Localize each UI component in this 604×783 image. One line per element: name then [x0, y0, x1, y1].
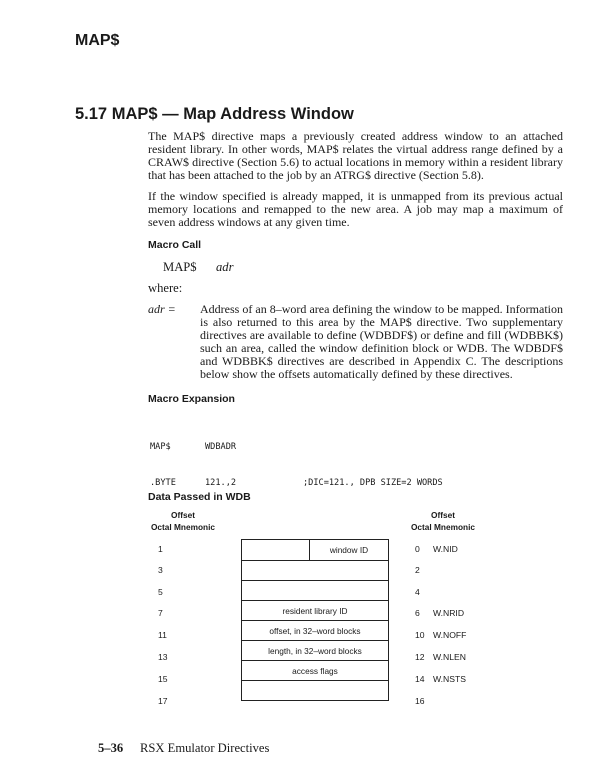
wdb-diagram — [241, 539, 389, 701]
left-offset: 15 — [158, 674, 168, 684]
wdb-heading: Data Passed in WDB — [148, 491, 251, 503]
mnemonic: W.NSTS — [433, 674, 466, 684]
mnemonic: W.NLEN — [433, 652, 466, 662]
right-header-line1: Offset — [431, 510, 455, 520]
code-arg-2: 121.,2 — [205, 478, 237, 488]
right-offset: 6 — [415, 608, 420, 618]
right-offset: 2 — [415, 565, 420, 575]
macro-call-name: MAP$ — [163, 260, 197, 274]
macro-call-heading: Macro Call — [148, 239, 202, 251]
wdb-row: offset, in 32–word blocks — [241, 621, 389, 641]
left-offset-header — [148, 509, 218, 533]
right-offset: 16 — [415, 696, 425, 706]
code-op-2: .BYTE — [150, 478, 176, 488]
mnemonic: W.NID — [433, 544, 458, 554]
right-offset: 14 — [415, 674, 425, 684]
wdb-row — [241, 581, 389, 601]
right-header-line2: Octal Mnemonic — [410, 522, 476, 532]
right-offset: 10 — [415, 630, 425, 640]
wdb-row: resident library ID — [241, 601, 389, 621]
body-text — [148, 130, 563, 513]
left-offset: 1 — [158, 544, 163, 554]
wdb-row: access flags — [241, 661, 389, 681]
right-offset: 4 — [415, 587, 420, 597]
param-entry — [148, 303, 563, 381]
page-number: 5–36 — [98, 741, 124, 755]
left-offset: 11 — [158, 630, 167, 640]
right-offset: 0 — [415, 544, 420, 554]
section-title: 5.17 MAP$ — Map Address Window — [75, 105, 354, 123]
wdb-row — [241, 681, 389, 701]
where-label: where: — [148, 281, 183, 295]
macro-expansion-heading: Macro Expansion — [148, 393, 235, 405]
left-offset: 13 — [158, 652, 168, 662]
wdb-cell: window ID — [309, 540, 388, 560]
left-header-line1: Offset — [171, 510, 195, 520]
macro-call-arg: adr — [216, 260, 234, 274]
left-offset: 17 — [158, 696, 168, 706]
param-name: adr = — [148, 302, 176, 316]
paragraph-intro: The MAP$ directive maps a previously created address window to an attached resident library. In other words, MAP$ relates the virtual address range defined by a CRAW$ directive (Section 5.6) to actual locations in memory within a resident library that has been attached to the job by an ATRG$ directive (Section 5.8). — [148, 129, 563, 182]
wdb-row — [241, 539, 389, 561]
code-line — [150, 441, 563, 453]
code-line — [150, 477, 563, 489]
code-comment-2: ;DIC=121., DPB SIZE=2 WORDS — [303, 478, 443, 488]
wdb-row: length, in 32–word blocks — [241, 641, 389, 661]
left-offset: 7 — [158, 608, 163, 618]
mnemonic: W.NOFF — [433, 630, 467, 640]
code-op-1: MAP$ — [150, 442, 171, 452]
left-offset: 5 — [158, 587, 163, 597]
code-arg-1: WDBADR — [205, 442, 237, 452]
paragraph-remap: If the window specified is already mapped, it is unmapped from its previous actual memory locations and remapped to the new area. A job may map a maximum of seven address windows at any given time. — [148, 189, 563, 229]
right-offset-header — [405, 509, 481, 533]
right-offset: 12 — [415, 652, 425, 662]
left-offset: 3 — [158, 565, 163, 575]
param-description: Address of an 8–word area defining the window to be mapped. Information is also returned to this area by the MAP$ directive. Two supplementary directives are available to define (WDBDF$) or define and fill (WDBBK$) such an area, called the window definition block or WDB. The WDBDF$ and WDBBK$ directives are described in Appendix C. The descriptions below show the offsets automatically defined by these directives. — [200, 302, 563, 381]
left-header-line2: Octal Mnemonic — [150, 522, 216, 532]
mnemonic: W.NRID — [433, 608, 465, 618]
wdb-row — [241, 561, 389, 581]
macro-call — [163, 260, 563, 275]
footer-title: RSX Emulator Directives — [140, 741, 270, 755]
running-title: MAP$ — [75, 32, 120, 49]
